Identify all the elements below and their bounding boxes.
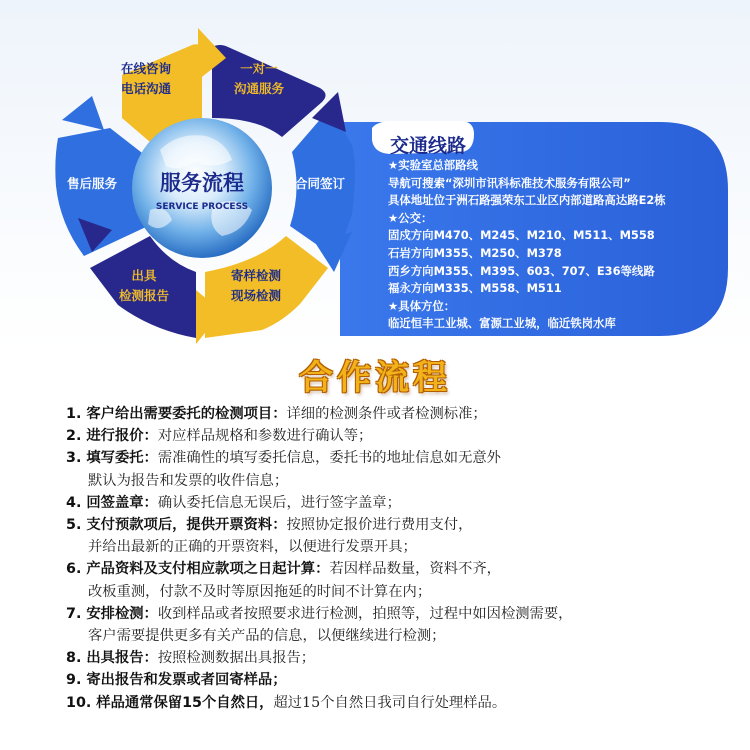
step-heading: 4. 回签盖章： [66,494,158,511]
step-body: 并给出最新的正确的开票资料，以便进行发票开具； [88,539,417,556]
step-7 [66,603,736,625]
step-6 [66,558,736,580]
step-heading: 3. 填写委托： [66,450,158,467]
step-body: 默认为报告和发票的收件信息； [88,472,289,489]
traffic-line: 西乡方向M355、M395、603、707、E36等线路 [388,263,655,278]
step-body: 确认委托信息无误后，进行签字盖章； [157,494,401,511]
step-heading: 2. 进行报价： [66,428,158,445]
step-aftersales-label: 售后服务 [66,176,118,191]
traffic-title: 交通线路 [390,135,467,157]
step-heading: 5. 支付预款项后，提供开票资料： [66,517,287,534]
step-body: 超过15个自然日我司自行处理样品。 [273,694,507,711]
step-consult-line2: 电话沟通 [120,81,172,96]
step-3-continued [66,470,736,492]
step-sample-test-line1: 寄样检测 [230,268,282,283]
step-body: 收到样品或者按照要求进行检测，拍照等，过程中如因检测需要， [157,605,573,622]
step-body: 详细的检测条件或者检测标准； [286,406,487,422]
traffic-line: 石岩方向M355、M250、M378 [388,245,562,260]
step-heading: 8. 出具报告： [66,650,158,667]
step-5-continued [66,536,736,558]
step-body: 按照检测数据出具报告； [157,650,316,667]
step-heading: 6. 产品资料及支付相应款项之日起计算： [66,561,330,578]
step-1 [66,403,736,425]
step-body: 需准确性的填写委托信息，委托书的地址信息如无意外 [157,450,501,467]
step-oneonone-line2: 沟通服务 [233,81,285,96]
step-2 [66,425,736,447]
step-6-continued [66,581,736,603]
step-consult-line1: 在线咨询 [120,61,172,76]
step-body: 对应样品规格和参数进行确认等； [157,428,373,445]
step-sample-test-line2: 现场检测 [230,288,282,303]
cooperation-steps [66,403,736,714]
step-heading: 9. 寄出报告和发票或者回寄样品； [66,672,287,689]
traffic-line: ★具体方位： [388,298,456,313]
traffic-line: 具体地址位于洲石路强荣东工业区内部道路高达路E2栋 [388,193,666,208]
traffic-line: ★实验室总部路线 [388,158,478,172]
step-report-line2: 检测报告 [118,288,170,303]
step-heading: 10. 样品通常保留15个自然日， [66,694,274,711]
step-body: 按照协定报价进行费用支付， [286,517,473,534]
step-contract-label: 合同签订 [294,176,346,191]
traffic-lines [388,157,728,333]
step-5 [66,514,736,536]
step-7-continued [66,625,736,647]
step-body: 若因样品数量，资料不齐， [329,561,501,578]
traffic-line: 固戍方向M470、M245、M210、M511、M558 [388,228,655,243]
step-oneonone-line1: 一对一 [240,61,278,76]
center-title: 服务流程 [160,171,244,195]
step-heading: 1. 客户给出需要委托的检测项目： [66,406,287,422]
step-body: 客户需要提供更多有关产品的信息，以便继续进行检测； [88,628,446,645]
step-9 [66,669,736,691]
traffic-line: ★公交： [388,210,433,225]
center-subtitle: SERVICE PROCESS [155,202,249,212]
traffic-line: 福永方向M335、M558、M511 [388,281,562,296]
traffic-line: 临近恒丰工业城、富源工业城，临近铁岗水库 [388,316,616,331]
step-8 [66,647,736,669]
step-4 [66,492,736,514]
traffic-line: 导航可搜索“深圳市讯科标准技术服务有限公司” [388,175,631,190]
step-body: 改板重测，付款不及时等原因拖延的时间不计算在内； [88,583,432,600]
step-3 [66,447,736,469]
cooperation-title: 合作流程 [299,358,451,398]
step-10 [66,692,736,714]
step-report-line1: 出具 [131,268,157,283]
step-heading: 7. 安排检测： [66,605,158,622]
